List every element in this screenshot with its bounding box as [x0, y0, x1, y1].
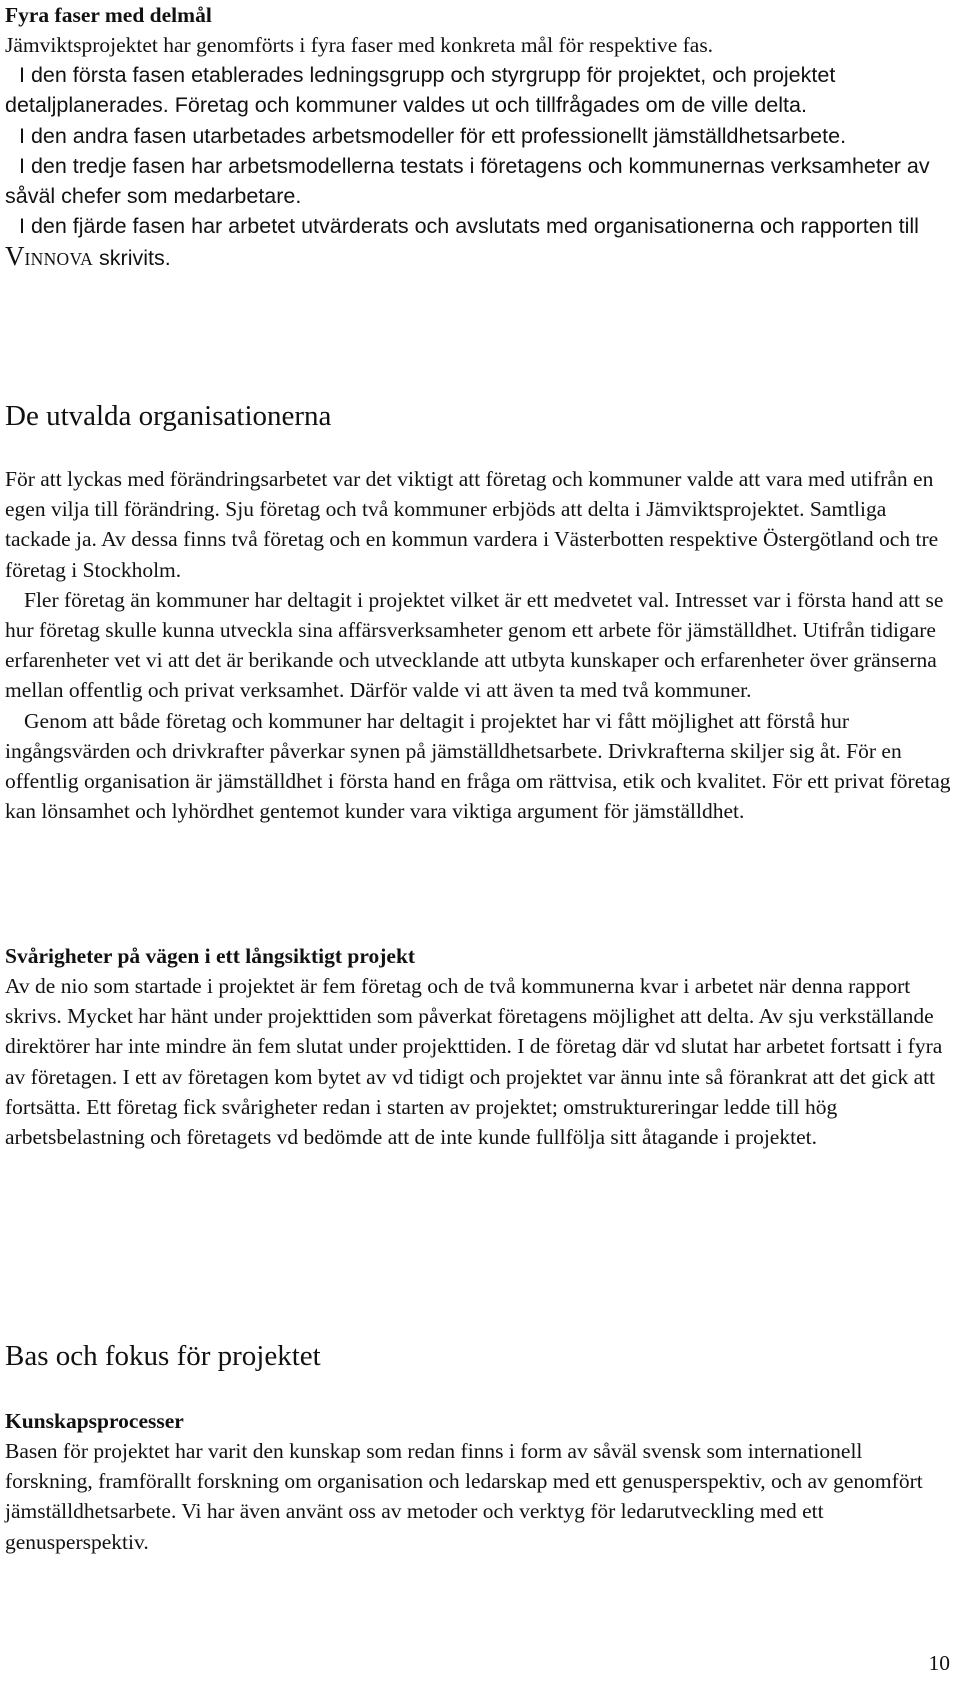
- text-span: INNOVA: [24, 249, 94, 270]
- page-number: 10: [928, 1651, 950, 1675]
- section-heading: De utvalda organisationerna: [5, 400, 332, 432]
- text-span: V: [5, 241, 25, 272]
- paragraph: [5, 60, 955, 120]
- section-basis-body: [5, 1406, 955, 1557]
- section-organisations-body: [5, 464, 955, 826]
- text-span: Företag och kommuner valdes ut och tillfrågades om de ville delta.: [168, 93, 807, 118]
- section-phases: [5, 0, 955, 275]
- text-span: såväl chefer som medarbetare.: [5, 184, 302, 209]
- section-difficulties: [5, 941, 955, 1152]
- paragraph: För att lyckas med förändringsarbetet var det viktigt att företag och kommuner valde att vara med utifrån en egen vilja till förändring. Sju företag och två kommuner erbjöds att delta i Jämviktsprojektet. Samtliga tackade ja. Av dessa finns två företag och en kommun vardera i Västerbotten respektive Östergötland och tre företag i Stockholm.: [5, 467, 939, 582]
- text-span: skrivits.: [93, 246, 171, 271]
- paragraph: [5, 30, 955, 60]
- text-span: I den fjärde fasen har arbetet utvärderats och avslutats med organisationerna och rapporten till: [19, 214, 919, 239]
- paragraph: Genom att både företag och kommuner har deltagit i projektet har vi fått möjlighet att förstå hur ingångsvärden och drivkrafter påverkar synen på jämställdhetsarbete. Drivkrafterna skiljer sig åt. För en offentlig organisation är jämställdhet i första hand en fråga om rättvisa, etik och kvalitet. För ett privat företag kan lönsamhet och lyhördhet gentemot kunder vara viktiga argument för jämställdhet.: [5, 708, 951, 824]
- subsection-heading: Kunskapsprocesser: [5, 1409, 184, 1433]
- section-basis: [5, 1339, 955, 1373]
- paragraph: Fler företag än kommuner har deltagit i projektet vilket är ett medvetet val. Intresset var i första hand att se hur företag skulle kunna utveckla sina affärsverksamheter genom ett arbete för jämställdhet. Utifrån tidigare erfarenheter vet vi att det är berikande och utvecklande att utbyta kunskaper och erfarenheter över gränserna mellan offentlig och privat verksamhet. Därför valde vi att även ta med två kommuner.: [5, 587, 944, 703]
- text-span: I den tredje fasen har arbetsmodellerna testats i företagens och kommunernas verksamheter av: [19, 153, 930, 178]
- section-heading: Svårigheter på vägen i ett långsiktigt projekt: [5, 944, 416, 968]
- section-organisations: [5, 399, 955, 433]
- paragraph: [5, 211, 955, 274]
- section-heading: Fyra faser med delmål: [5, 3, 212, 27]
- text-span: Jämviktsprojektet har genomförts i fyra faser med konkreta mål för respektive fas.: [5, 33, 714, 57]
- text-span: I den första fasen etablerades ledningsgrupp och styrgrupp för projektet, och projektet detaljplanerades.: [5, 63, 836, 118]
- paragraph: Av de nio som startade i projektet är fem företag och de två kommunerna kvar i arbetet när denna rapport skrivs. Mycket har hänt under projekttiden som påverkat företagens möjlighet att delta. Av sju verkställande direktörer har inte mindre än fem slutat under projekttiden. I de företag där vd slutat har arbetet fortsatt i fyra av företagen. I ett av företagen kom bytet av vd tidigt och projektet var ännu inte så förankrat att det gick att fortsätta. Ett företag fick svårigheter redan i starten av projektet; omstruktureringar ledde till hög arbetsbelastning och företagets vd bedömde att de inte kunde fullfölja sitt åtagande i projektet.: [5, 974, 943, 1150]
- section-heading: Bas och fokus för projektet: [5, 1340, 321, 1372]
- paragraph: Basen för projektet har varit den kunskap som redan finns i form av såväl svensk som internationell forskning, framförallt forskning om organisation och ledarskap med ett genusperspektiv, och av genomfört jämställdhetsarbete. Vi har även använt oss av metoder och verktyg för ledarutveckling med ett genusperspektiv.: [5, 1439, 923, 1554]
- paragraph: [5, 151, 955, 211]
- paragraph: I den andra fasen utarbetades arbetsmodeller för ett professionellt jämställdhetsarbete.: [19, 123, 847, 148]
